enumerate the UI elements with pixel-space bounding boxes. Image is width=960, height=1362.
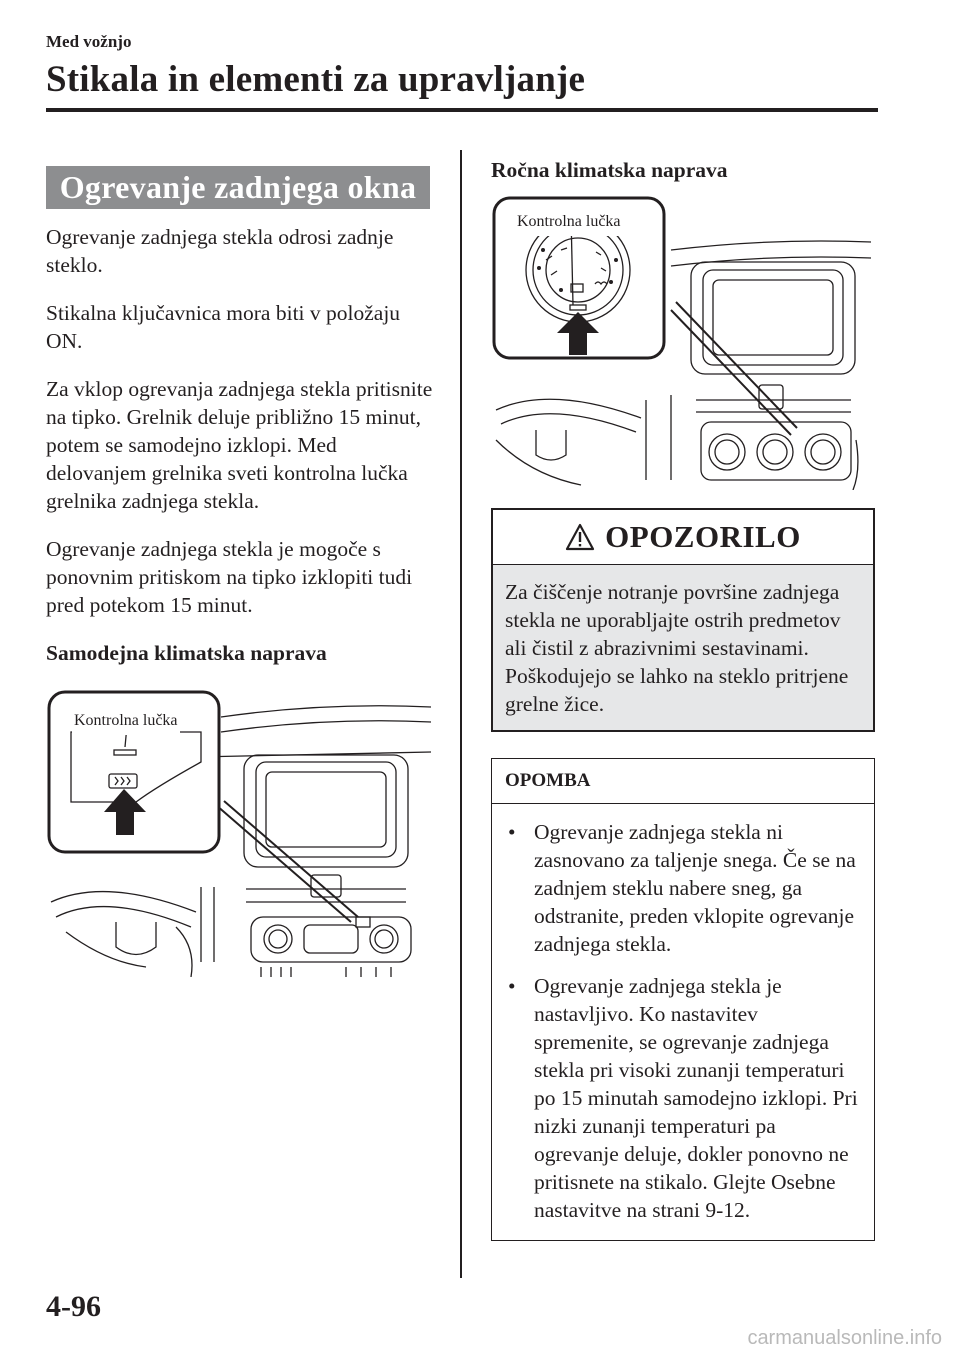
auto-climate-illustration [46, 677, 436, 977]
auto-climate-heading: Samodejna klimatska naprava [46, 641, 327, 665]
note-item [504, 972, 860, 1224]
warning-box [491, 508, 875, 732]
bullet-icon: • [508, 820, 516, 844]
paragraph-4: Ogrevanje zadnjega stekla je mogoče s ponovnim pritiskom na tipko izklopiti tudi pred potekom 15 minut. [46, 537, 413, 617]
bullet-icon: • [508, 974, 516, 998]
warning-triangle-icon [565, 523, 595, 551]
note-box [491, 758, 875, 1241]
paragraph-1: Ogrevanje zadnjega stekla odrosi zadnje steklo. [46, 225, 394, 277]
section-banner: Ogrevanje zadnjega okna [46, 166, 430, 209]
right-column [491, 156, 875, 1241]
note-header: OPOMBA [492, 759, 874, 804]
manual-indicator-callout-label: Kontrolna lučka [515, 208, 623, 236]
manual-climate-heading: Ročna klimatska naprava [491, 158, 728, 182]
watermark: carmanualsonline.info [747, 1327, 942, 1349]
page-title: Stikala in elementi za upravljanje [46, 59, 586, 100]
paragraph-2: Stikalna ključavnica mora biti v položaju ON. [46, 301, 401, 353]
note-item-text: Ogrevanje zadnjega stekla ni zasnovano za taljenje snega. Če se na zadnjem steklu nabere sneg, ga odstranite, preden vklopite ogrevanje zadnjega stekla. [534, 820, 856, 956]
paragraph-3: Za vklop ogrevanja zadnjega stekla pritisnite na tipko. Grelnik deluje približno 15 minut, potem se samodejno izklopi. Med delovanjem grelnika sveti kontrolna lučka grelnika zadnjega stekla. [46, 377, 433, 513]
page-number: 4-96 [46, 1290, 101, 1323]
indicator-callout-label: Kontrolna lučka [72, 707, 180, 735]
left-column [46, 166, 436, 977]
note-item-text: Ogrevanje zadnjega stekla je nastavljivo. Ko nastavitev spremenite, se ogrevanje zadnjega stekla pri visoki zunanji temperaturi po 15 minutah samodejno izklopi. Pri nizki zunanji temperaturi pa ogrevanje deluje, dokler ponovno ne pritisnete na stikalo. Glejte Osebne nastavitve na strani 9-12. [534, 974, 858, 1222]
warning-title: OPOZORILO [605, 519, 801, 554]
manual-climate-illustration [491, 190, 875, 490]
note-body [492, 804, 874, 1240]
column-divider [460, 150, 462, 1278]
warning-text: Za čiščenje notranje površine zadnjega stekla ne uporabljajte ostrih predmetov ali čistil z abrazivnimi sestavinami. Poškodujejo se lahko na steklo pritrjene grelne žice. [493, 564, 873, 730]
note-item [504, 818, 860, 958]
warning-header [493, 510, 873, 564]
section-label: Med vožnjo [46, 32, 132, 51]
header-rule [46, 108, 878, 112]
